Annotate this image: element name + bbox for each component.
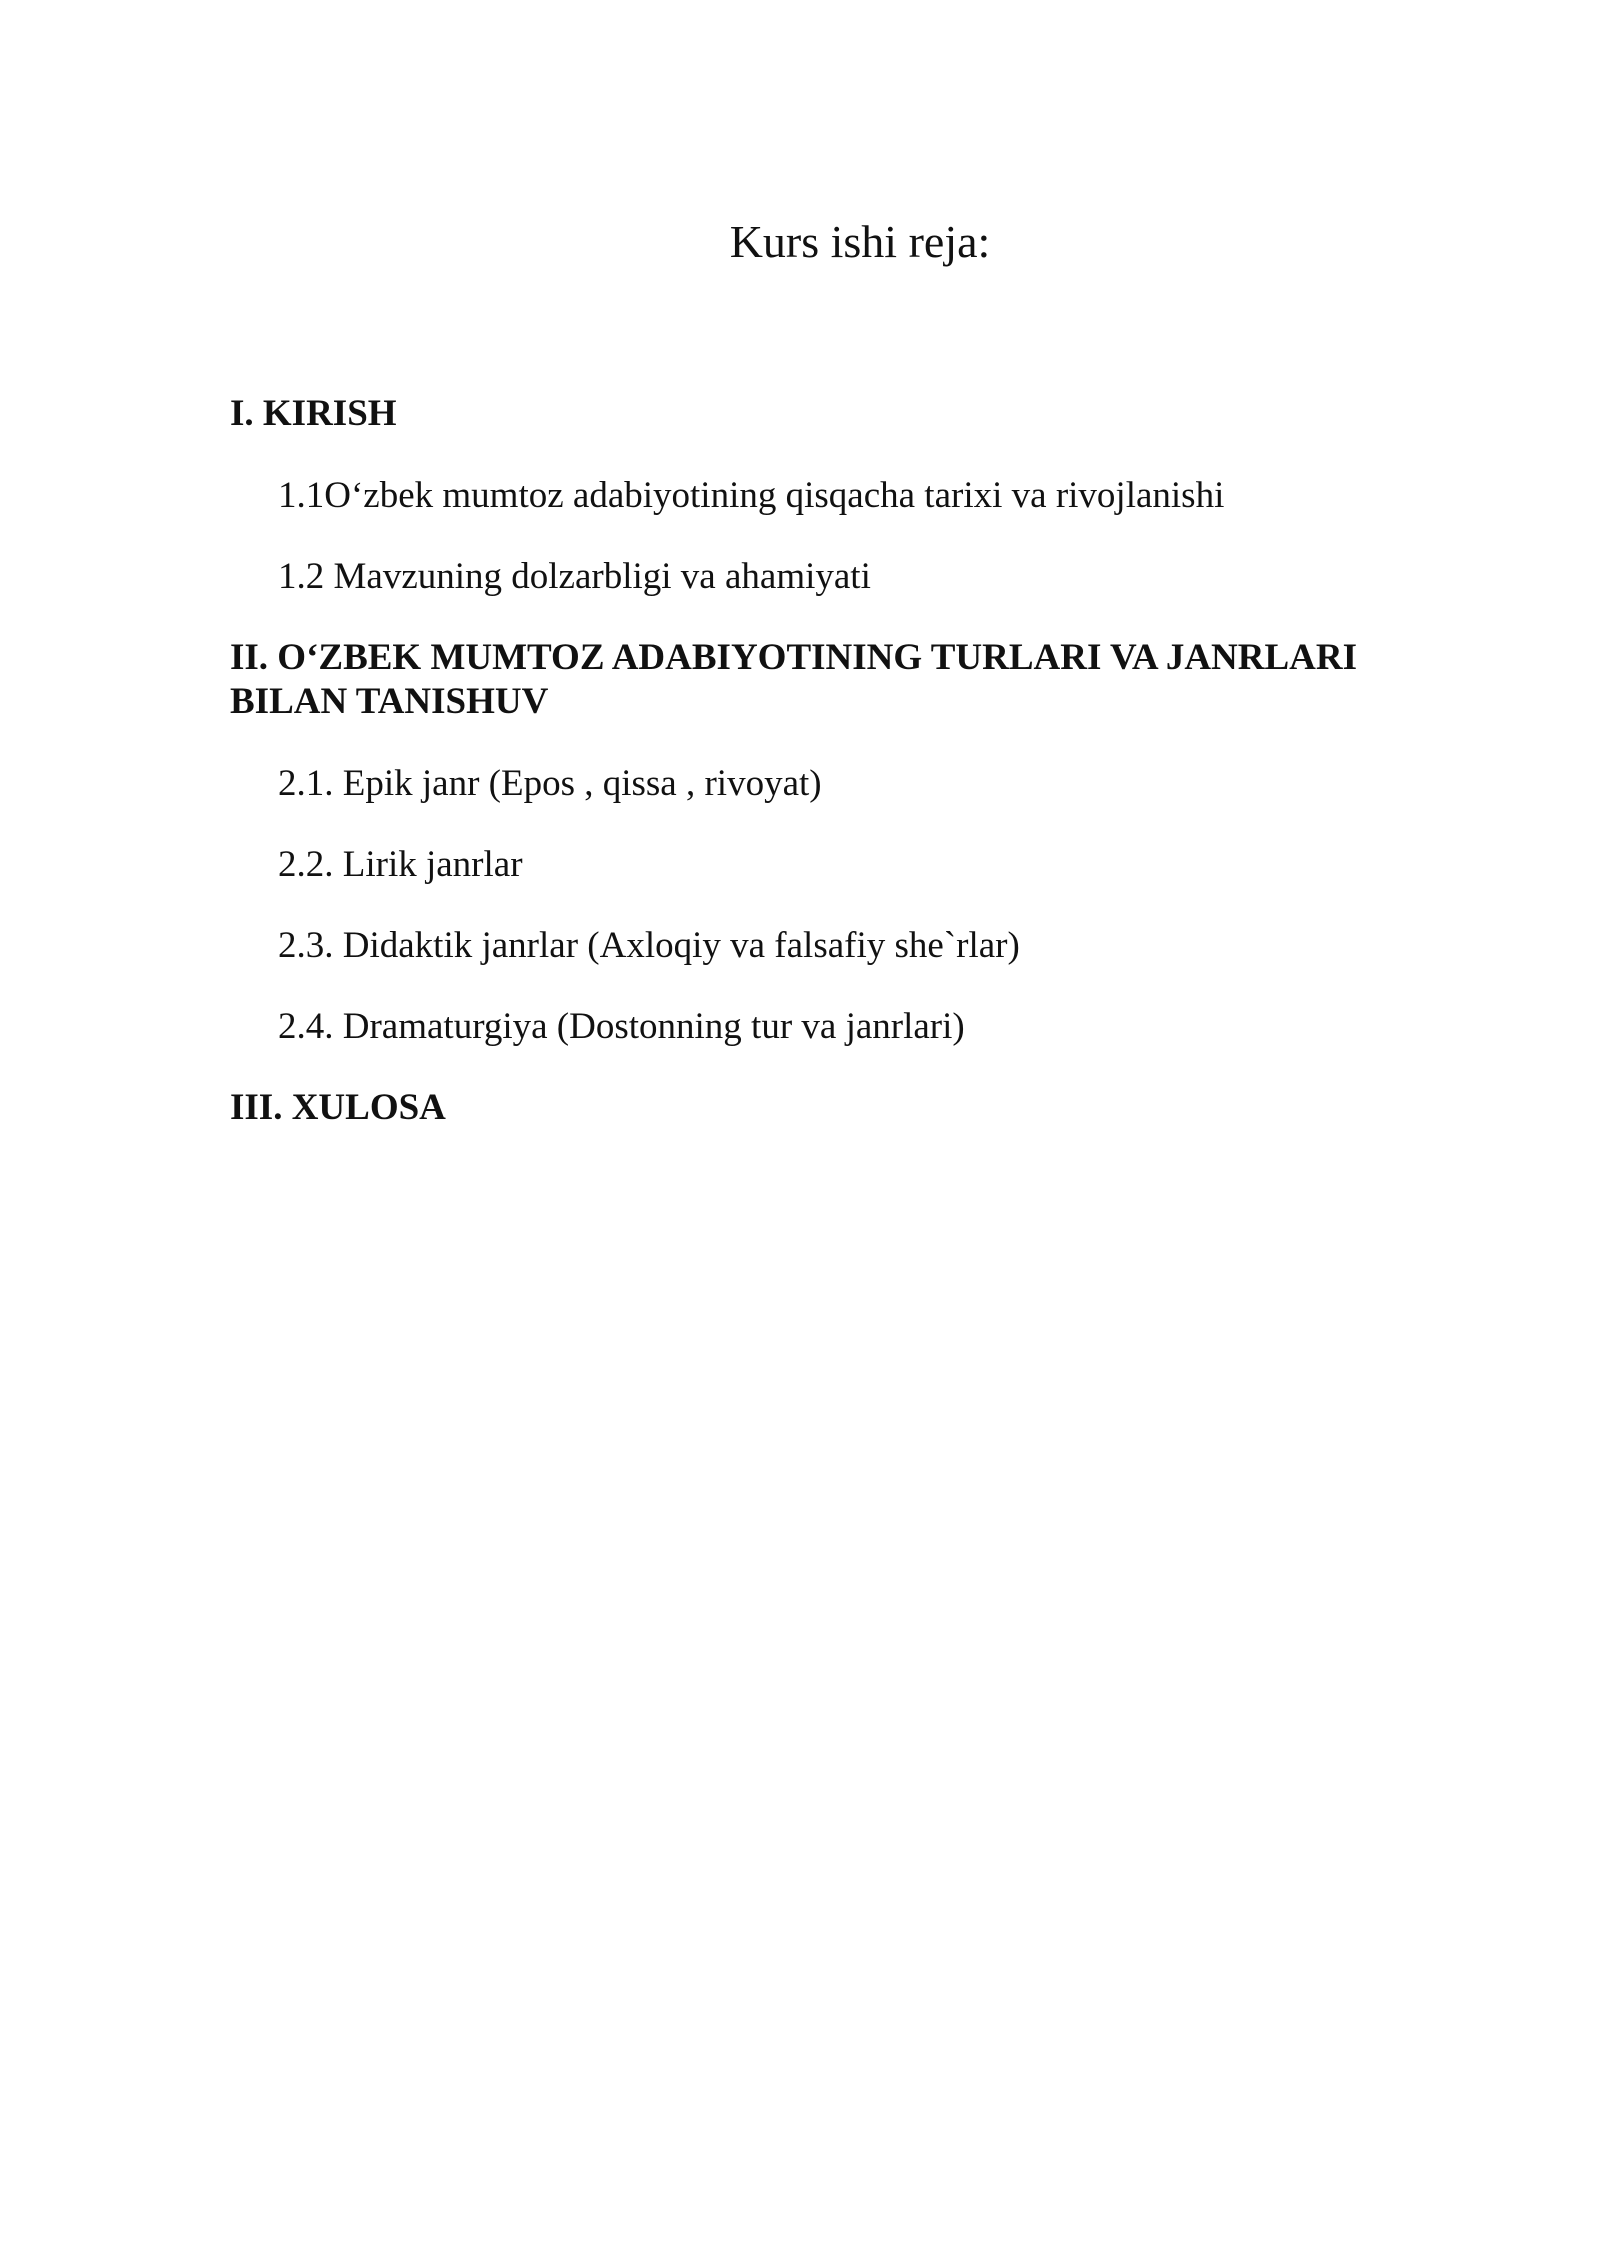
plan-item-1-1: 1.1O‘zbek mumtoz adabiyotining qisqacha tarixi va rivojlanishi [278, 475, 1225, 516]
plan-item-2-1: 2.1. Epik janr (Epos , qissa , rivoyat) [278, 763, 822, 804]
plan-item-2-3: 2.3. Didaktik janrlar (Axloqiy va falsafiy she`rlar) [278, 925, 1020, 966]
section-heading-line: BILAN TANISHUV [230, 681, 549, 722]
plan-item-2-2: 2.2. Lirik janrlar [278, 844, 523, 885]
section-heading-kirish: I. KIRISH [230, 393, 397, 434]
plan-item-2-4: 2.4. Dramaturgiya (Dostonning tur va janrlari) [278, 1006, 965, 1047]
page-title: Kurs ishi reja: [729, 216, 991, 267]
plan-item-1-2: 1.2 Mavzuning dolzarbligi va ahamiyati [278, 556, 871, 597]
section-heading-xulosa: III. XULOSA [230, 1087, 446, 1128]
section-heading-line: II. O‘ZBEK MUMTOZ ADABIYOTINING TURLARI VA JANRLARI [230, 637, 1358, 678]
section-heading-turlari [230, 636, 1410, 724]
course-plan [230, 392, 1410, 1130]
